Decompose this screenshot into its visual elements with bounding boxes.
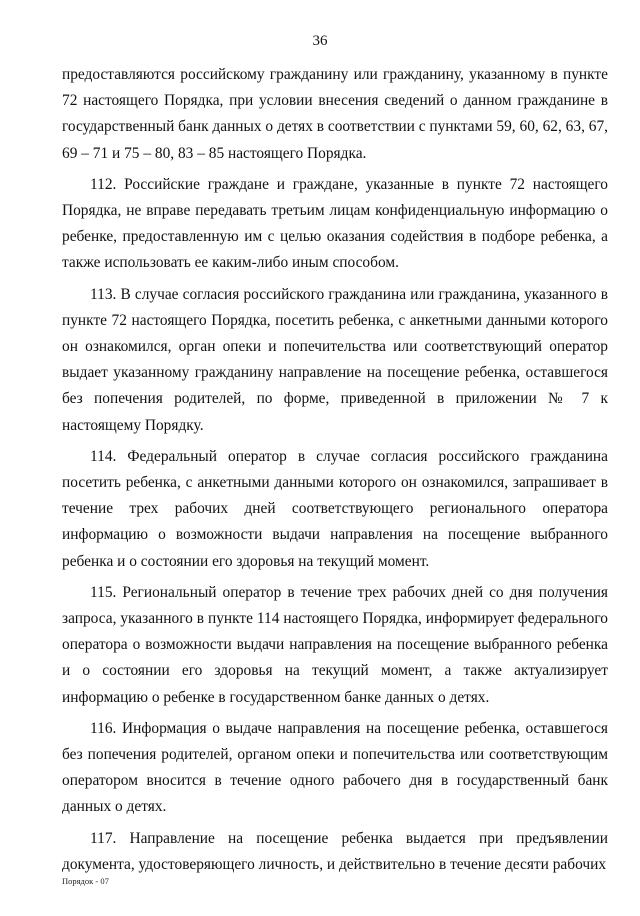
paragraph-116: 116. Информация о выдаче направления на посещение ребенка, оставшегося без попечения родителей, органом опеки и попечительства или соответствующим оператором вносится в течение одного рабочего дня в государственный банк данных о детях. bbox=[62, 719, 608, 816]
paragraph-continuation: предоставляются российскому гражданину или гражданину, указанному в пункте 72 настоящего Порядка, при условии внесения сведений о данном гражданине в государственный банк данных о детях в соответствии с пунктами 59, 60, 62, 63, 67, 69 – 71 и 75 – 80, 83 – 85 настоящего Порядка. bbox=[62, 66, 608, 162]
paragraph-117: 117. Направление на посещение ребенка выдается при предъявлении документа, удостоверяющего личность, и действительно в течение десяти рабочих bbox=[62, 829, 608, 873]
paragraph-112: 112. Российские граждане и граждане, указанные в пункте 72 настоящего Порядка, не вправе передавать третьим лицам конфиденциальную информацию о ребенке, предоставленную им с целью оказания содействия в подборе ребенка, а также использовать ее каким-либо иным способом. bbox=[62, 175, 608, 272]
footer-doc-code: Порядок - 07 bbox=[62, 876, 109, 886]
page-number: 36 bbox=[312, 33, 328, 49]
paragraph-114: 114. Федеральный оператор в случае согласия российского гражданина посетить ребенка, с анкетными данными которого он ознакомился, запрашивает в течение трех рабочих дней соответствующего регионального оператора информацию о возможности выдачи направления на посещение выбранного ребенка и о состоянии его здоровья на текущий момент. bbox=[62, 447, 608, 570]
paragraph-115: 115. Региональный оператор в течение трех рабочих дней со дня получения запроса, указанного в пункте 114 настоящего Порядка, информирует федерального оператора о возможности выдачи направления на посещение выбранного ребенка и о состоянии его здоровья на текущий момент, а также актуализирует информацию о ребенке в государственном банке данных о детях. bbox=[62, 583, 608, 706]
paragraph-113: 113. В случае согласия российского гражданина или гражданина, указанного в пункте 72 настоящего Порядка, посетить ребенка, с анкетными данными которого он ознакомился, орган опеки и попечительства или соответствующий оператор выдает указанному гражданину направление на посещение ребенка, оставшегося без попечения родителей, по форме, приведенной в приложении № 7 к настоящему Порядку. bbox=[62, 285, 608, 434]
document-body bbox=[62, 62, 608, 883]
